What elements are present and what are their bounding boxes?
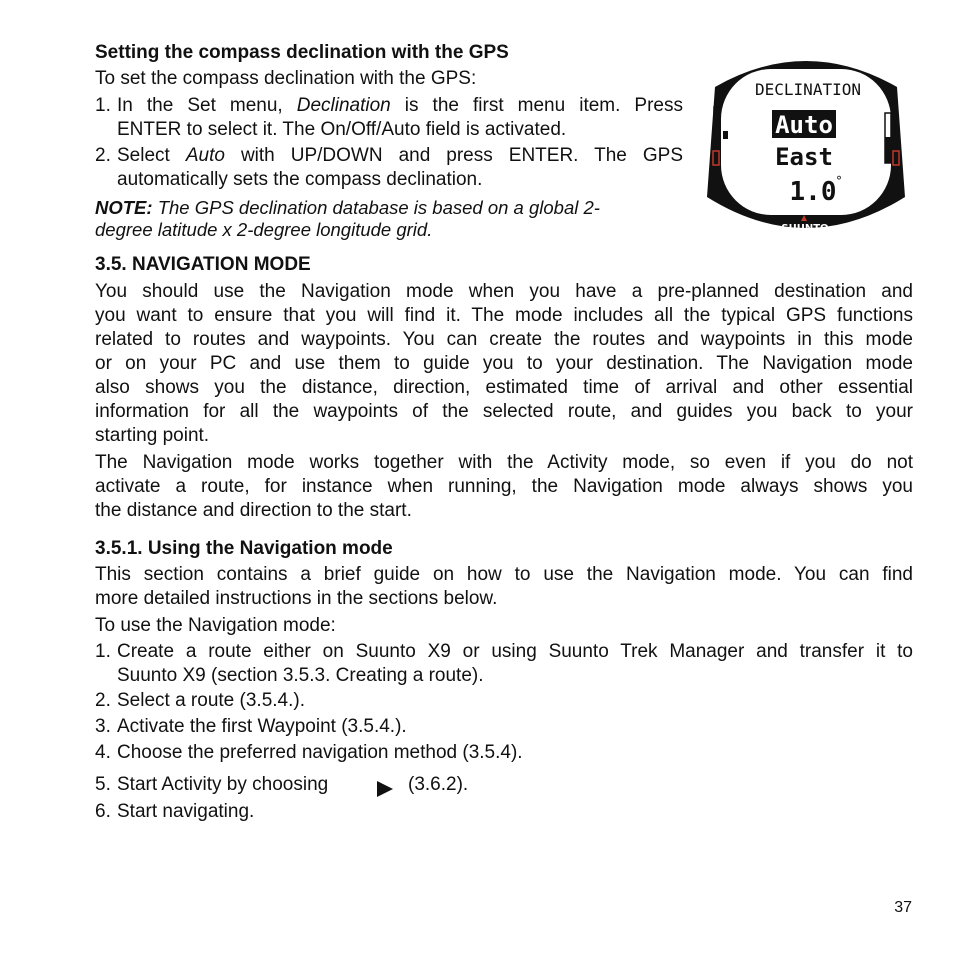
step-number: 3. bbox=[95, 716, 111, 737]
nav-p1-line: also shows you the distance, direction, estimated time of arrival and other essential bbox=[95, 377, 913, 398]
note-label: NOTE: bbox=[95, 197, 153, 218]
declination-step-2-line-2: automatically sets the compass declination. bbox=[117, 169, 483, 190]
nav-p1-line: or on your PC and use them to guide you to your destination. The Navigation mode bbox=[95, 353, 913, 374]
using-step-6: Start navigating. bbox=[117, 801, 255, 822]
nav-p1-line: information for all the waypoints of the selected route, and guides you back to your bbox=[95, 401, 913, 422]
note-line-1: NOTE: The GPS declination database is based on a global 2- bbox=[95, 197, 600, 218]
watch-unit-degree: ° bbox=[836, 174, 842, 188]
using-step-5-ref: (3.6.2). bbox=[408, 774, 469, 795]
watch-title: DECLINATION bbox=[755, 80, 861, 99]
watch-value: 1.0 bbox=[789, 177, 837, 207]
declination-intro: To set the compass declination with the GPS: bbox=[95, 68, 477, 89]
section-heading-declination: Setting the compass declination with the GPS bbox=[95, 42, 509, 63]
nav-p1-line: starting point. bbox=[95, 425, 210, 446]
using-p1-line: more detailed instructions in the sections below. bbox=[95, 588, 498, 609]
watch-display-illustration bbox=[697, 47, 915, 237]
step-number: 6. bbox=[95, 801, 111, 822]
nav-p2-line: activate a route, for instance when running, the Navigation mode always shows you bbox=[95, 476, 913, 497]
nav-p2-line: the distance and direction to the start. bbox=[95, 500, 412, 521]
play-arrow-icon bbox=[375, 780, 395, 798]
using-step-2: Select a route (3.5.4.). bbox=[117, 690, 305, 711]
step-number: 2. bbox=[95, 145, 111, 166]
using-step-5-text: Start Activity by choosing bbox=[117, 774, 329, 795]
using-intro: To use the Navigation mode: bbox=[95, 615, 336, 636]
declination-step-2-line-1: Select Auto with UP/DOWN and press ENTER. The GPS bbox=[117, 145, 683, 166]
nav-p1-line: you want to ensure that you will find it. The mode includes all the typical GPS functions bbox=[95, 305, 913, 326]
step-number: 4. bbox=[95, 742, 111, 763]
step-number: 5. bbox=[95, 774, 111, 795]
subsection-heading-using-navigation-mode: 3.5.1. Using the Navigation mode bbox=[95, 538, 393, 559]
step-number: 1. bbox=[95, 95, 111, 116]
using-step-1-line-2: Suunto X9 (section 3.5.3. Creating a route). bbox=[117, 665, 484, 686]
watch-brand: SUUNTO bbox=[781, 223, 829, 234]
note-line-2: degree latitude x 2-degree longitude grid. bbox=[95, 219, 433, 240]
step-number: 2. bbox=[95, 690, 111, 711]
watch-field-east: East bbox=[775, 143, 833, 171]
nav-p1-line: related to routes and waypoints. You can create the routes and waypoints in this mode bbox=[95, 329, 913, 350]
nav-p2-line: The Navigation mode works together with the Activity mode, so even if you do not bbox=[95, 452, 913, 473]
declination-step-1-line-2: ENTER to select it. The On/Off/Auto field is activated. bbox=[117, 119, 567, 140]
declination-step-1-line-1: In the Set menu, Declination is the first menu item. Press bbox=[117, 95, 684, 116]
step-number: 1. bbox=[95, 641, 111, 662]
nav-p1-line: You should use the Navigation mode when you have a pre-planned destination and bbox=[95, 281, 913, 302]
using-p1-line: This section contains a brief guide on how to use the Navigation mode. You can find bbox=[95, 564, 913, 585]
page-number: 37 bbox=[894, 899, 912, 916]
using-step-3: Activate the first Waypoint (3.5.4.). bbox=[117, 716, 407, 737]
section-heading-navigation-mode: 3.5. NAVIGATION MODE bbox=[95, 254, 311, 275]
watch-field-auto: Auto bbox=[775, 111, 833, 139]
using-step-1-line-1: Create a route either on Suunto X9 or using Suunto Trek Manager and transfer it to bbox=[117, 641, 913, 662]
using-step-4: Choose the preferred navigation method (3.5.4). bbox=[117, 742, 523, 763]
